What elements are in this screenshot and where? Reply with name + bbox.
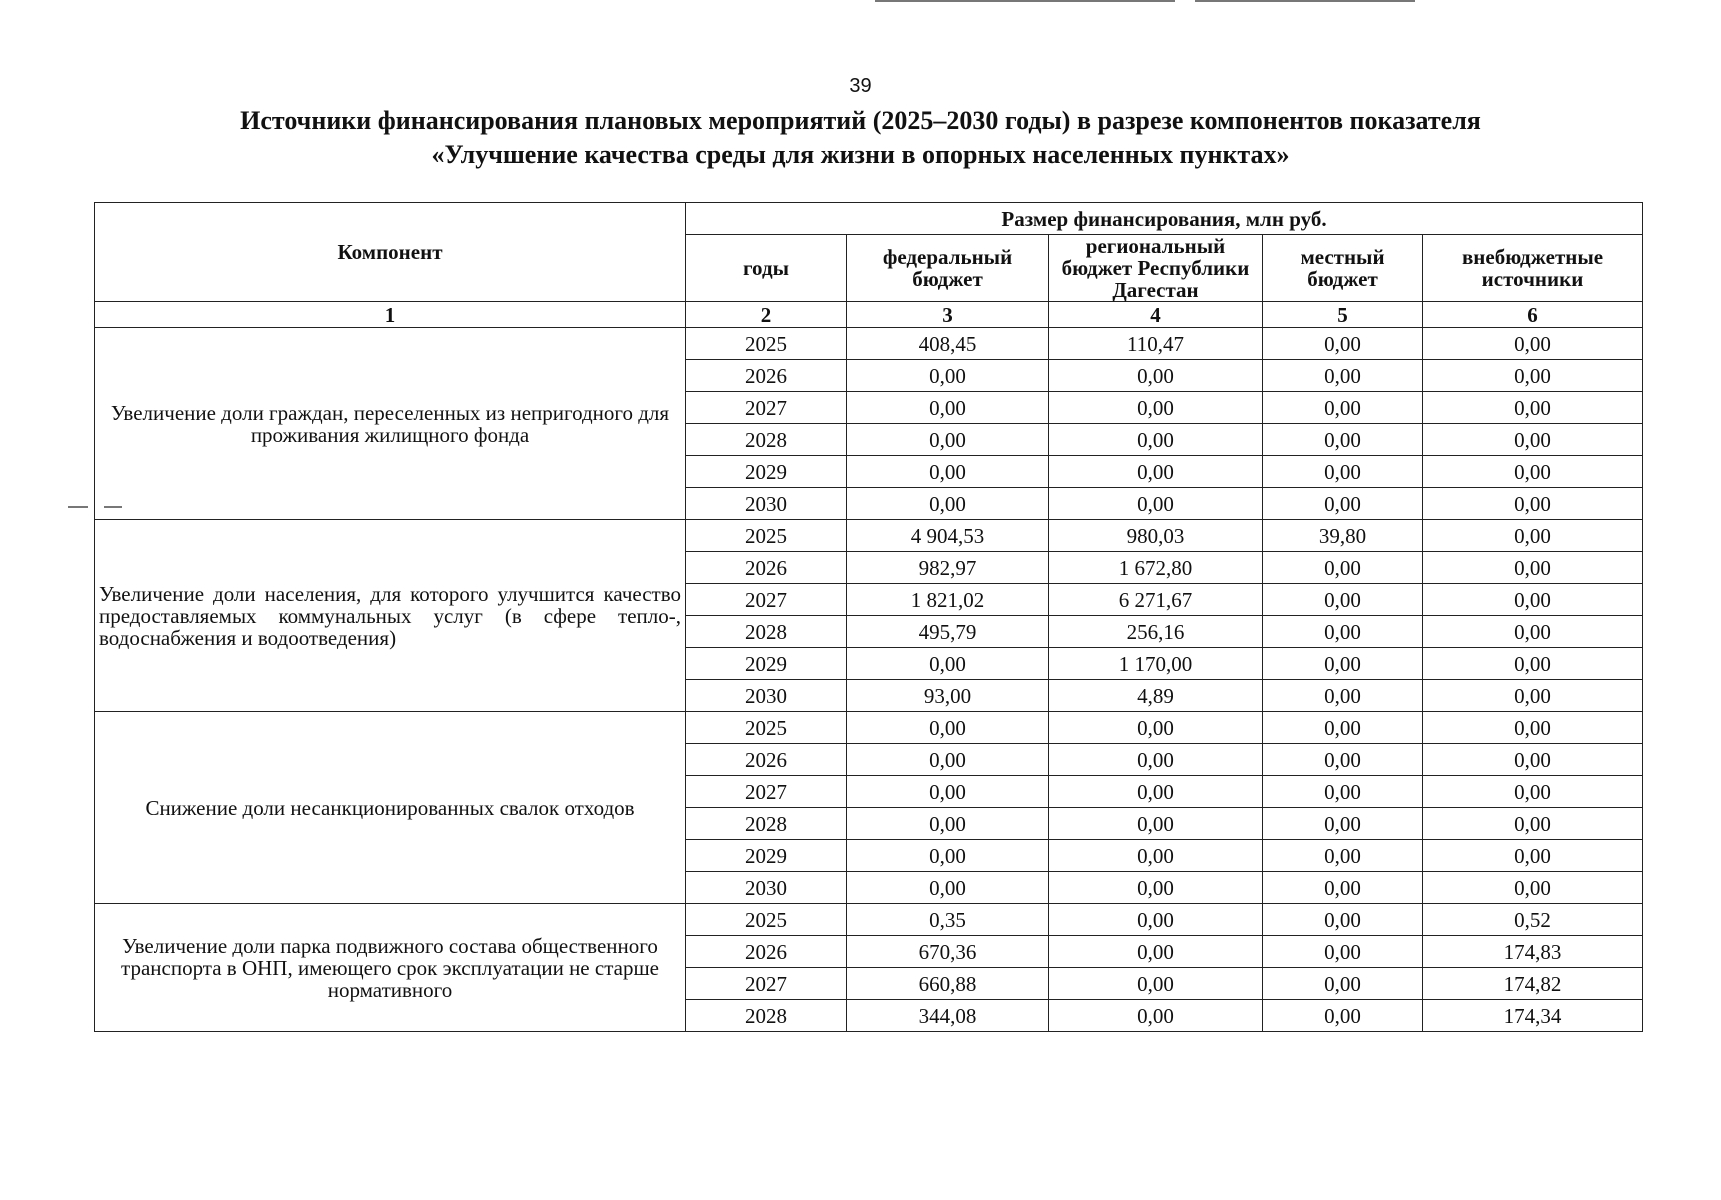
cell-year: 2029 xyxy=(686,456,847,488)
cell-extra: 0,00 xyxy=(1423,392,1643,424)
cell-local: 0,00 xyxy=(1263,712,1423,744)
cell-federal: 0,00 xyxy=(847,392,1049,424)
cell-regional: 980,03 xyxy=(1049,520,1263,552)
header-federal: федеральный бюджет xyxy=(847,235,1049,302)
title-line-2: «Улучшение качества среды для жизни в опорных населенных пунктах» xyxy=(431,140,1290,169)
table-row xyxy=(95,904,1643,936)
cell-year: 2029 xyxy=(686,648,847,680)
cell-federal: 0,00 xyxy=(847,872,1049,904)
cell-regional: 0,00 xyxy=(1049,456,1263,488)
column-number: 1 xyxy=(95,302,686,328)
cell-federal: 0,00 xyxy=(847,744,1049,776)
cell-year: 2026 xyxy=(686,936,847,968)
cell-local: 0,00 xyxy=(1263,904,1423,936)
cell-year: 2026 xyxy=(686,552,847,584)
cell-regional: 0,00 xyxy=(1049,360,1263,392)
cell-federal: 0,00 xyxy=(847,360,1049,392)
cell-extra: 0,00 xyxy=(1423,424,1643,456)
cell-federal: 0,00 xyxy=(847,456,1049,488)
cell-year: 2025 xyxy=(686,904,847,936)
cell-federal: 408,45 xyxy=(847,328,1049,360)
cell-local: 0,00 xyxy=(1263,872,1423,904)
cell-local: 0,00 xyxy=(1263,584,1423,616)
cell-regional: 1 672,80 xyxy=(1049,552,1263,584)
cell-extra: 0,00 xyxy=(1423,776,1643,808)
scan-artifact-mark xyxy=(68,506,88,508)
cell-year: 2030 xyxy=(686,680,847,712)
cell-federal: 0,00 xyxy=(847,648,1049,680)
cell-federal: 4 904,53 xyxy=(847,520,1049,552)
cell-federal: 495,79 xyxy=(847,616,1049,648)
cell-extra: 0,00 xyxy=(1423,552,1643,584)
cell-regional: 6 271,67 xyxy=(1049,584,1263,616)
cell-year: 2025 xyxy=(686,328,847,360)
cell-federal: 0,00 xyxy=(847,840,1049,872)
column-number-row xyxy=(95,302,1643,328)
cell-federal: 0,00 xyxy=(847,424,1049,456)
cell-local: 0,00 xyxy=(1263,456,1423,488)
cell-year: 2026 xyxy=(686,360,847,392)
cell-federal: 0,00 xyxy=(847,488,1049,520)
header-funding: Размер финансирования, млн руб. xyxy=(686,203,1643,235)
cell-local: 0,00 xyxy=(1263,648,1423,680)
cell-federal: 0,00 xyxy=(847,808,1049,840)
table-header xyxy=(95,203,1643,328)
cell-federal: 0,00 xyxy=(847,776,1049,808)
cell-federal: 0,00 xyxy=(847,712,1049,744)
cell-regional: 0,00 xyxy=(1049,712,1263,744)
cell-year: 2028 xyxy=(686,616,847,648)
cell-regional: 0,00 xyxy=(1049,808,1263,840)
document-title xyxy=(0,104,1721,172)
cell-extra: 0,00 xyxy=(1423,584,1643,616)
cell-year: 2027 xyxy=(686,968,847,1000)
cell-extra: 0,00 xyxy=(1423,616,1643,648)
cell-regional: 0,00 xyxy=(1049,392,1263,424)
cell-federal: 670,36 xyxy=(847,936,1049,968)
cell-federal: 982,97 xyxy=(847,552,1049,584)
cell-year: 2025 xyxy=(686,712,847,744)
cell-regional: 256,16 xyxy=(1049,616,1263,648)
cell-local: 39,80 xyxy=(1263,520,1423,552)
cell-local: 0,00 xyxy=(1263,552,1423,584)
cell-extra: 0,00 xyxy=(1423,456,1643,488)
cell-extra: 0,00 xyxy=(1423,840,1643,872)
cell-federal: 93,00 xyxy=(847,680,1049,712)
cell-extra: 0,00 xyxy=(1423,744,1643,776)
cell-year: 2030 xyxy=(686,488,847,520)
cell-extra: 174,82 xyxy=(1423,968,1643,1000)
cell-federal: 1 821,02 xyxy=(847,584,1049,616)
cell-regional: 0,00 xyxy=(1049,488,1263,520)
cell-regional: 0,00 xyxy=(1049,776,1263,808)
cell-local: 0,00 xyxy=(1263,360,1423,392)
component-name: Увеличение доли населения, для которого улучшится качество предоставляемых коммунальных услуг (в сфере тепло-, водоснабжения и водоотведения) xyxy=(95,520,686,712)
cell-extra: 0,00 xyxy=(1423,648,1643,680)
title-line-1: Источники финансирования плановых мероприятий (2025–2030 годы) в разрезе компонентов показателя xyxy=(240,106,1481,135)
cell-extra: 0,00 xyxy=(1423,328,1643,360)
cell-local: 0,00 xyxy=(1263,744,1423,776)
column-number: 5 xyxy=(1263,302,1423,328)
header-years: годы xyxy=(686,235,847,302)
page-number: 39 xyxy=(849,75,872,97)
cell-year: 2028 xyxy=(686,1000,847,1032)
cell-local: 0,00 xyxy=(1263,488,1423,520)
cell-regional: 0,00 xyxy=(1049,968,1263,1000)
header-regional: региональный бюджет Республики Дагестан xyxy=(1049,235,1263,302)
table-body xyxy=(95,328,1643,1032)
cell-regional: 0,00 xyxy=(1049,936,1263,968)
column-number: 3 xyxy=(847,302,1049,328)
cell-extra: 0,00 xyxy=(1423,520,1643,552)
cell-regional: 0,00 xyxy=(1049,904,1263,936)
cell-year: 2027 xyxy=(686,392,847,424)
cell-extra: 0,00 xyxy=(1423,712,1643,744)
cell-year: 2025 xyxy=(686,520,847,552)
header-extra: внебюджетные источники xyxy=(1423,235,1643,302)
cell-extra: 0,52 xyxy=(1423,904,1643,936)
cell-federal: 0,35 xyxy=(847,904,1049,936)
cell-local: 0,00 xyxy=(1263,936,1423,968)
cell-year: 2027 xyxy=(686,776,847,808)
cell-federal: 660,88 xyxy=(847,968,1049,1000)
cell-year: 2029 xyxy=(686,840,847,872)
cell-regional: 0,00 xyxy=(1049,840,1263,872)
cell-extra: 0,00 xyxy=(1423,872,1643,904)
cell-local: 0,00 xyxy=(1263,840,1423,872)
cell-year: 2027 xyxy=(686,584,847,616)
cell-regional: 4,89 xyxy=(1049,680,1263,712)
cell-regional: 1 170,00 xyxy=(1049,648,1263,680)
cell-extra: 174,83 xyxy=(1423,936,1643,968)
cell-year: 2030 xyxy=(686,872,847,904)
cell-regional: 110,47 xyxy=(1049,328,1263,360)
cell-regional: 0,00 xyxy=(1049,744,1263,776)
header-component: Компонент xyxy=(95,203,686,302)
cell-regional: 0,00 xyxy=(1049,1000,1263,1032)
cell-local: 0,00 xyxy=(1263,680,1423,712)
component-name: Увеличение доли парка подвижного состава общественного транспорта в ОНП, имеющего срок эксплуатации не старше нормативного xyxy=(95,904,686,1032)
cell-local: 0,00 xyxy=(1263,1000,1423,1032)
cell-extra: 174,34 xyxy=(1423,1000,1643,1032)
scan-artifact-line xyxy=(875,0,1175,2)
header-local: местный бюджет xyxy=(1263,235,1423,302)
cell-local: 0,00 xyxy=(1263,328,1423,360)
cell-regional: 0,00 xyxy=(1049,424,1263,456)
cell-year: 2028 xyxy=(686,808,847,840)
cell-local: 0,00 xyxy=(1263,776,1423,808)
cell-local: 0,00 xyxy=(1263,616,1423,648)
cell-local: 0,00 xyxy=(1263,968,1423,1000)
cell-extra: 0,00 xyxy=(1423,488,1643,520)
column-number: 2 xyxy=(686,302,847,328)
cell-extra: 0,00 xyxy=(1423,680,1643,712)
table-row xyxy=(95,712,1643,744)
cell-year: 2028 xyxy=(686,424,847,456)
cell-federal: 344,08 xyxy=(847,1000,1049,1032)
cell-local: 0,00 xyxy=(1263,808,1423,840)
table-row xyxy=(95,520,1643,552)
table-row xyxy=(95,328,1643,360)
component-name: Снижение доли несанкционированных свалок отходов xyxy=(95,712,686,904)
column-number: 6 xyxy=(1423,302,1643,328)
scan-artifact-line xyxy=(1195,0,1415,2)
cell-local: 0,00 xyxy=(1263,424,1423,456)
cell-extra: 0,00 xyxy=(1423,808,1643,840)
cell-regional: 0,00 xyxy=(1049,872,1263,904)
component-name: Увеличение доли граждан, переселенных из непригодного для проживания жилищного фонда xyxy=(95,328,686,520)
cell-extra: 0,00 xyxy=(1423,360,1643,392)
cell-local: 0,00 xyxy=(1263,392,1423,424)
financing-table xyxy=(94,202,1643,1032)
column-number: 4 xyxy=(1049,302,1263,328)
cell-year: 2026 xyxy=(686,744,847,776)
